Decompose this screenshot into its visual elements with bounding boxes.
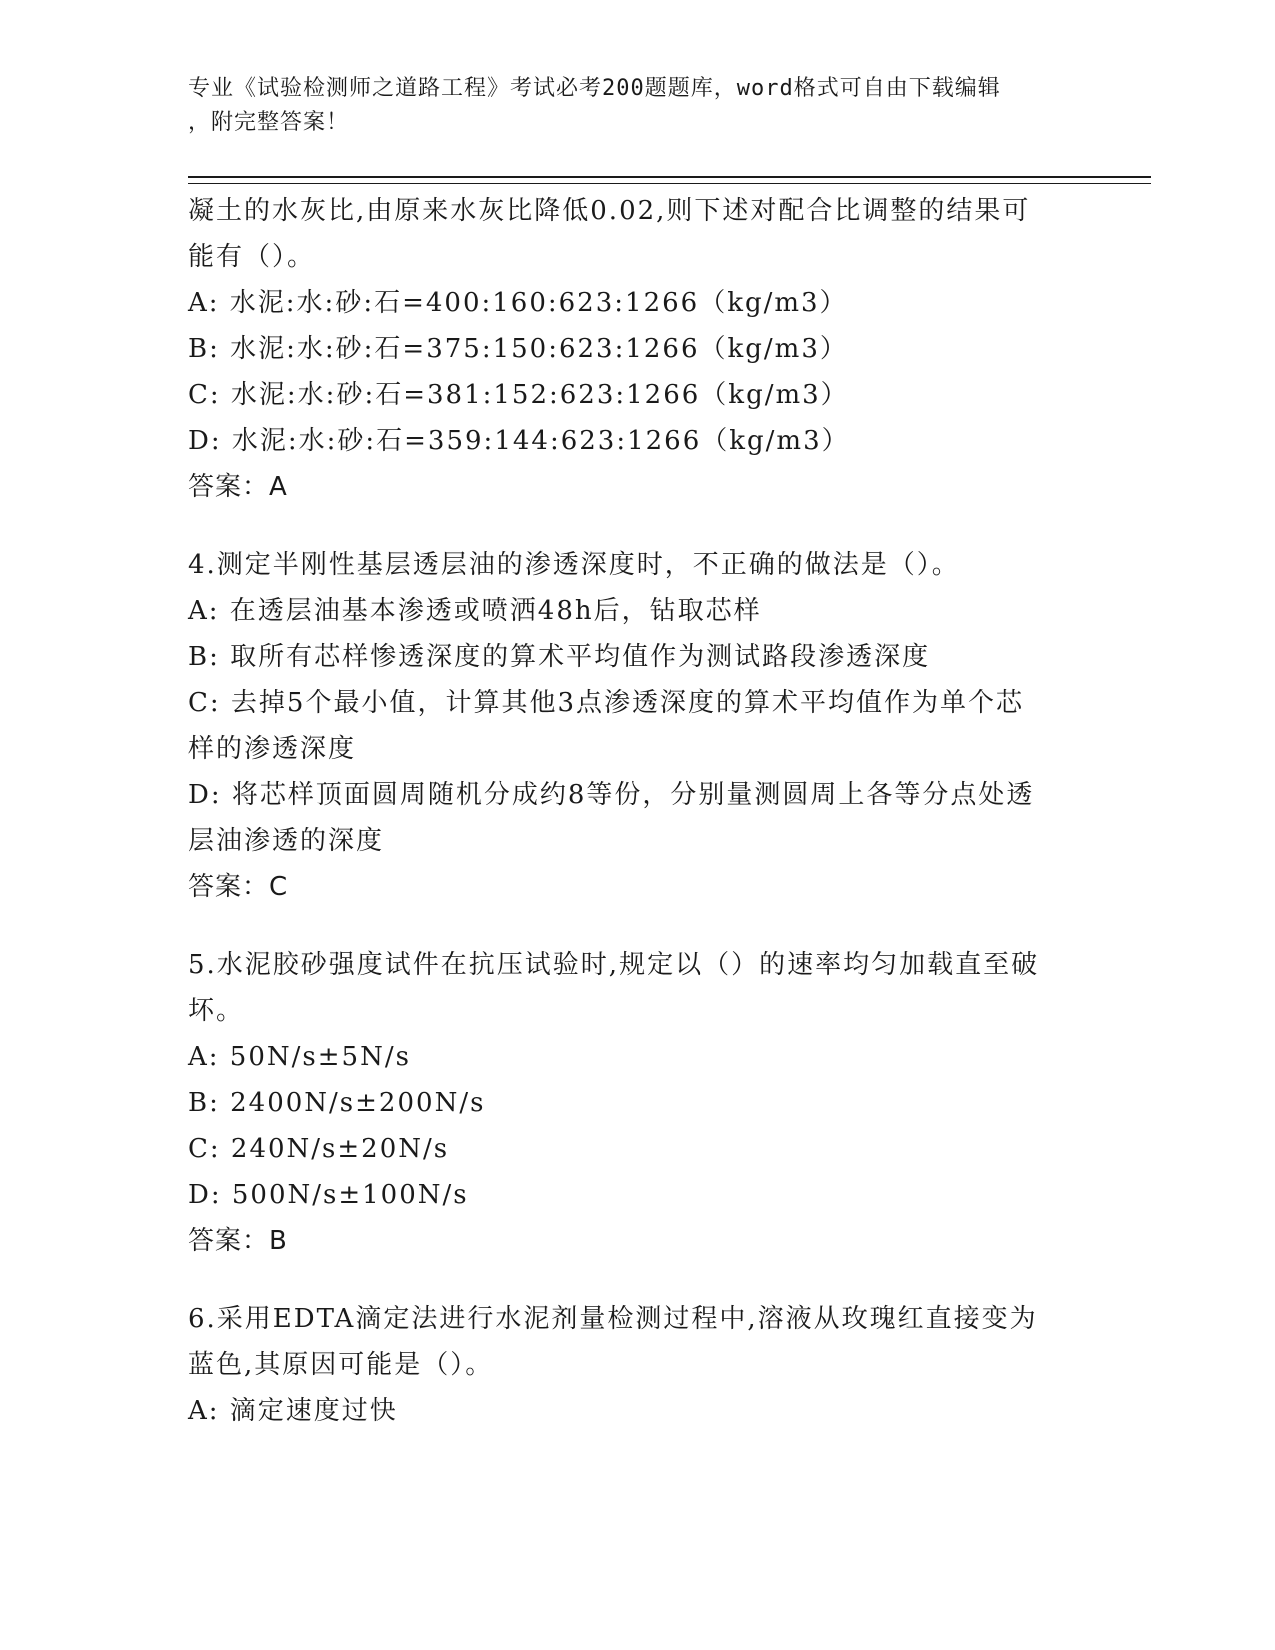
option-d-continued: 层油渗透的深度	[188, 826, 385, 856]
question-stem-line: 坏。	[188, 996, 245, 1026]
option-c: C: 240N/s±20N/s	[188, 1134, 450, 1164]
question-5	[188, 942, 1068, 1264]
question-spacer	[188, 510, 1068, 542]
option-d: D: 500N/s±100N/s	[188, 1180, 469, 1210]
document-body	[188, 188, 1068, 1434]
question-6	[188, 1296, 1068, 1434]
option-c: C: 水泥:水:砂:石=381:152:623:1266（kg/m3）	[188, 380, 849, 410]
question-stem-line: 凝土的水灰比,由原来水灰比降低0.02,则下述对配合比调整的结果可	[188, 196, 1031, 226]
option-c: C: 去掉5个最小值，计算其他3点渗透深度的算术平均值作为单个芯	[188, 688, 1025, 718]
document-header	[188, 72, 1068, 140]
question-spacer	[188, 1264, 1068, 1296]
option-d: D: 水泥:水:砂:石=359:144:623:1266（kg/m3）	[188, 426, 850, 456]
option-d: D: 将芯样顶面圆周随机分成约8等份，分别量测圆周上各等分点处透	[188, 780, 1035, 810]
option-b: B: 水泥:水:砂:石=375:150:623:1266（kg/m3）	[188, 334, 848, 364]
question-stem: 4.测定半刚性基层透层油的渗透深度时，不正确的做法是（）。	[188, 550, 960, 580]
answer-line: 答案：C	[188, 872, 289, 902]
answer-line: 答案：B	[188, 1226, 288, 1256]
option-a: A: 水泥:水:砂:石=400:160:623:1266（kg/m3）	[188, 288, 848, 318]
option-b: B: 取所有芯样惨透深度的算术平均值作为测试路段渗透深度	[188, 642, 931, 672]
header-divider-thick	[188, 176, 1151, 178]
question-stem-line: 6.采用EDTA滴定法进行水泥剂量检测过程中,溶液从玫瑰红直接变为	[188, 1304, 1038, 1334]
answer-line: 答案：A	[188, 472, 288, 502]
option-a: A: 滴定速度过快	[188, 1396, 398, 1426]
option-a: A: 50N/s±5N/s	[188, 1042, 411, 1072]
question-stem-line: 能有（）。	[188, 242, 316, 272]
question-stem-line: 5.水泥胶砂强度试件在抗压试验时,规定以（）的速率均匀加载直至破	[188, 950, 1040, 980]
header-line-2: ，附完整答案！	[188, 110, 350, 135]
header-divider-thin	[188, 183, 1151, 184]
option-b: B: 2400N/s±200N/s	[188, 1088, 486, 1118]
option-c-continued: 样的渗透深度	[188, 734, 357, 764]
question-3	[188, 188, 1068, 510]
question-4	[188, 542, 1068, 910]
header-line-1: 专业《试验检测师之道路工程》考试必考200题题库，word格式可自由下载编辑	[188, 76, 1001, 101]
question-stem-line: 蓝色,其原因可能是（）。	[188, 1350, 494, 1380]
option-a: A: 在透层油基本渗透或喷洒48h后，钻取芯样	[188, 596, 762, 626]
question-spacer	[188, 910, 1068, 942]
